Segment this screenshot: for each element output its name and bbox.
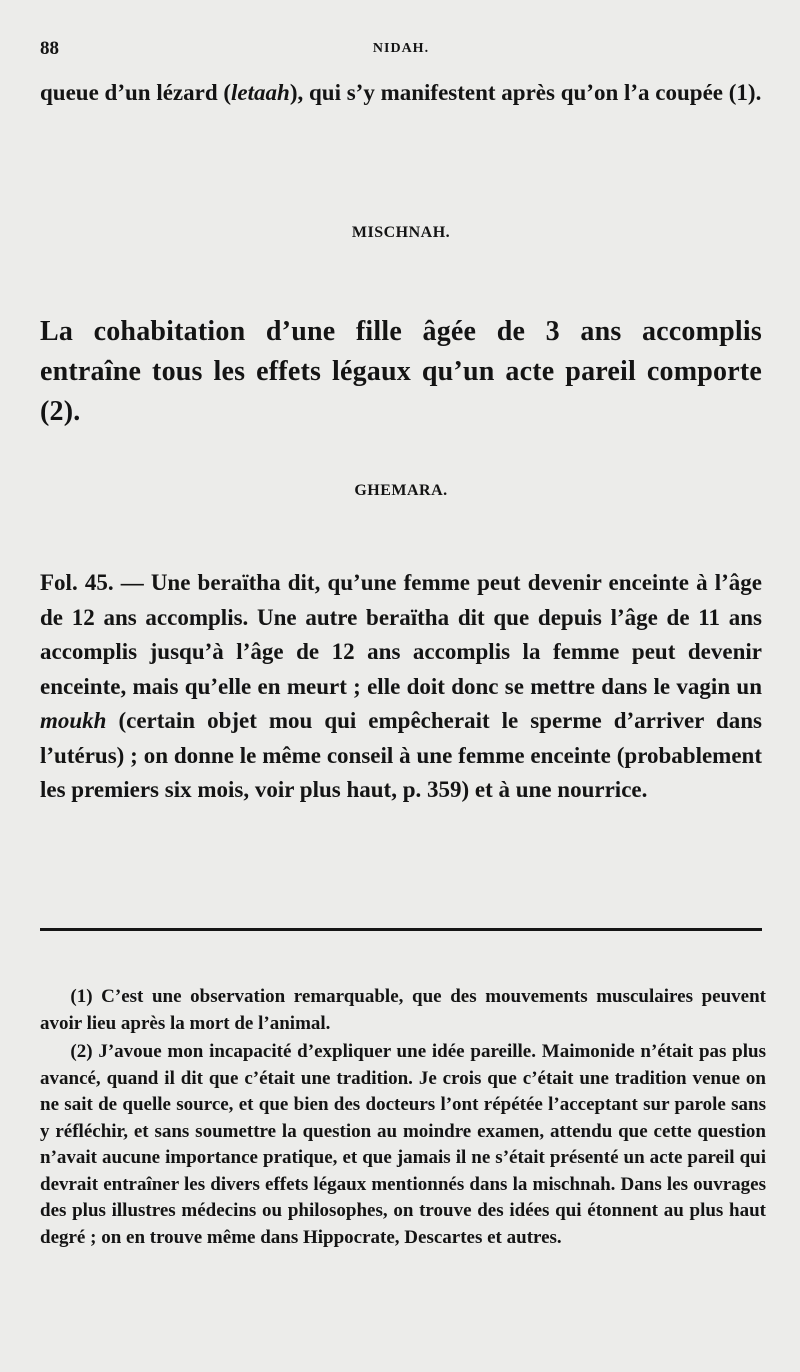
intro-hebrew-term: letaah — [231, 80, 290, 105]
intro-text-end: ), qui s’y manifestent après qu’on l’a coupée (1). — [289, 80, 762, 105]
ghemara-text-start: Fol. 45. — Une beraïtha dit, qu’une femme peut devenir enceinte à l’âge de 12 ans accomplis. Une autre beraïtha dit que depuis l’âge de 11 ans accomplis jusqu’à l’âge de 12 ans accomplis la femme peut devenir enceinte, mais qu’elle en meurt ; elle doit donc se mettre dans le vagin un — [40, 570, 762, 699]
page-header — [40, 38, 762, 62]
ghemara-hebrew-term: moukh — [40, 708, 107, 733]
page-number: 88 — [40, 38, 59, 59]
running-head: NIDAH. — [372, 41, 430, 56]
ghemara-paragraph — [40, 566, 762, 808]
footnote-1: (1) C’est une observation remarquable, que des mouvements musculaires peuvent avoir lieu après la mort de l’animal. — [40, 986, 766, 1034]
mischnah-text: La cohabitation d’une fille âgée de 3 ans accomplis entraîne tous les effets légaux qu’un acte pareil comporte (2). — [40, 316, 762, 427]
footnotes — [40, 984, 766, 1253]
ghemara-text-end: (certain objet mou qui empêcherait le sperme d’arriver dans l’utérus) ; on donne le même conseil à une femme enceinte (probablement les premiers six mois, voir plus haut, p. 359) et à une nourrice. — [40, 708, 762, 802]
intro-paragraph — [40, 76, 762, 111]
footnote-2: (2) J’avoue mon incapacité d’expliquer une idée pareille. Maimonide n’était pas plus avancé, quand il dit que c’était une tradition. Je crois que c’était une tradition venue on ne sait de quelle source, et que bien des docteurs l’ont répétée l’acceptant sur parole sans y réfléchir, et sans soumettre la question au moindre examen, attendu que cette question n’avait aucune importance pratique, et que jamais il ne s’était présenté un acte pareil qui devrait entraîner les divers effets légaux mentionnés dans la mischnah. Dans les ouvrages des plus illustres médecins ou philosophes, on trouve des idées qui étonnent au plus haut degré ; on en trouve même dans Hippocrate, Descartes et autres. — [40, 1041, 766, 1248]
mischnah-heading: MISCHNAH. — [351, 224, 451, 241]
intro-text-start: queue d’un lézard ( — [40, 80, 232, 105]
footnote-divider — [40, 928, 762, 931]
ghemara-heading: GHEMARA. — [354, 482, 448, 499]
